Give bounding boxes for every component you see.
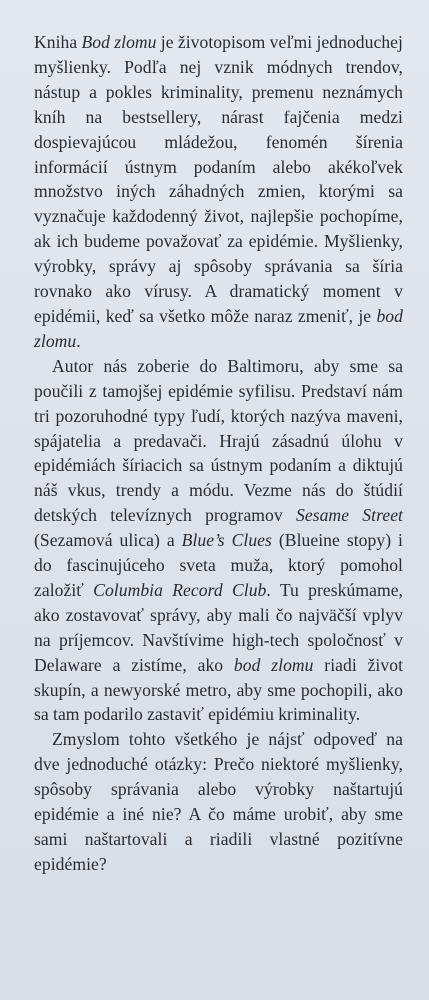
paragraph-2-text-5: riadi život skupín, a newyorské metro, aby sme pochopili, ako sa tam podarilo zastaviť epidémiu kriminality. (34, 654, 404, 725)
paragraph-2-text-3: (Blueine stopy) i do fascinujúceho sveta muža, ktorý pomohol založiť (34, 530, 403, 600)
paragraph-1 (34, 30, 403, 354)
paragraph-2-show-2: Blue’s Clues (181, 530, 272, 551)
paragraph-2-text-4: . Tu preskúmame, ako zostavovať správy, aby mali čo najväčší vplyv na príjemcov. Navštívime high-tech spoločnosť v Delaware a zistíme, ako (34, 579, 403, 675)
paragraph-2-text-2: (Sezamová ulica) a (34, 530, 182, 551)
paragraph-2-text-1: Autor nás zoberie do Baltimoru, aby sme sa poučili z tamojšej epidémie syfilisu. Predstaví nám tri pozoruhodné typy ľudí, ktorých nazýva maveni, spájatelia a predavači. Hrajú zásadnú úlohu v epidémiách šíriacich sa ústnym podaním a diktujú náš vkus, trendy a módu. Vezme nás do štúdií detských televíznych programov (34, 355, 403, 526)
paragraph-2-club: Columbia Record Club (93, 579, 267, 600)
paragraph-2 (34, 354, 403, 728)
paragraph-2-show-1: Sesame Street (295, 505, 403, 526)
paragraph-3 (34, 727, 403, 876)
paragraph-1-book-title: Bod zlomu (81, 32, 157, 52)
paragraph-2-term: bod zlomu (233, 654, 314, 675)
paragraph-3-text-1: Zmyslom tohto všetkého je nájsť odpoveď na dve jednoduché otázky: Prečo niektoré myšlienky, spôsoby správania alebo výrobky naštartujú epidémie a iné nie? A čo máme urobiť, aby sme sami naštartovali a riadili vlastné pozitívne epidémie? (34, 729, 403, 874)
paragraph-1-text-1: Kniha (34, 32, 82, 52)
paragraph-1-text-2: je životopisom veľmi jednoduchej myšlienky. Podľa nej vznik módnych trendov, nástup a pokles kriminality, premenu neznámych kníh na bestsellery, nárast fajčenia medzi dospievajúcou mládežou, fenomén šírenia informácií ústnym podaním alebo akékoľvek množstvo iných záhadných zmien, ktorými sa vyznačuje každodenný život, najlepšie pochopíme, ak ich budeme považovať za epidémie. Myšlienky, výrobky, správy aj spôsoby správania sa šíria rovnako ako vírusy. A dramatický moment v epidémii, keď sa všetko môže naraz zmeniť, je (34, 32, 403, 326)
paragraph-1-term: bod zlomu (34, 305, 403, 351)
paragraph-1-text-3: . (76, 330, 81, 351)
